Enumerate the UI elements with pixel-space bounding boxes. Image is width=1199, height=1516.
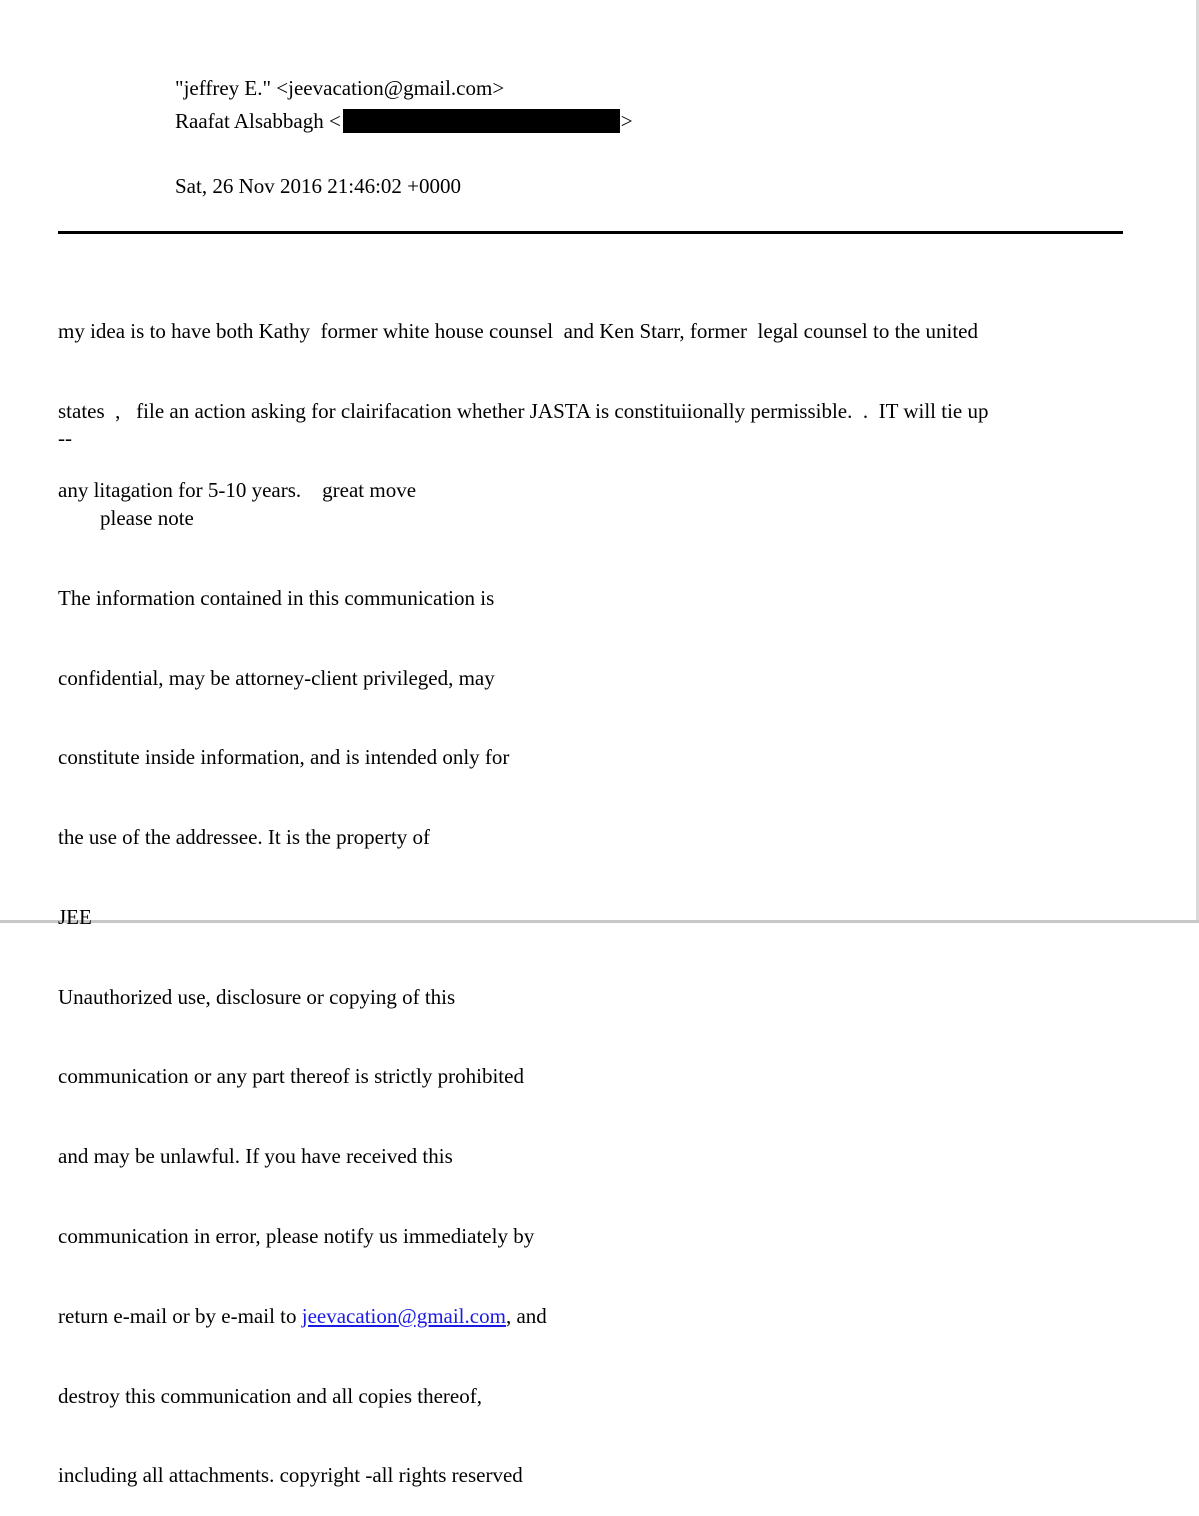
redaction-block xyxy=(343,109,620,133)
disclaimer-line: Unauthorized use, disclosure or copying of this xyxy=(58,984,456,1009)
date-value: Sat, 26 Nov 2016 21:46:02 +0000 xyxy=(175,173,462,198)
disclaimer-line: The information contained in this communication is xyxy=(58,585,495,610)
body-line: any litagation for 5-10 years. great move xyxy=(58,478,417,502)
return-line-suffix: , and xyxy=(505,1303,547,1328)
from-row xyxy=(0,72,900,105)
to-name: Raafat Alsabbagh < xyxy=(175,108,341,133)
disclaimer-line: and may be unlawful. If you have received this xyxy=(58,1144,453,1169)
disclaimer-line: communication or any part thereof is strictly prohibited xyxy=(58,1064,524,1089)
disclaimer-line: including all attachments. copyright -all rights reserved xyxy=(58,1463,523,1488)
disclaimer-return-line xyxy=(58,1303,658,1330)
signature-block xyxy=(58,372,658,1516)
disclaimer-line: JEE xyxy=(58,904,92,929)
subject-row xyxy=(0,137,900,170)
email-header xyxy=(0,72,900,202)
to-row xyxy=(0,105,900,138)
disclaimer-line: constitute inside information, and is intended only for xyxy=(58,745,510,770)
disclaimer-line: confidential, may be attorney-client privileged, may xyxy=(58,665,495,690)
disclaimer-line: communication in error, please notify us immediately by xyxy=(58,1224,535,1248)
signature-note: please note xyxy=(58,505,194,530)
to-value xyxy=(175,105,633,137)
disclaimer-line: the use of the addressee. It is the property of xyxy=(58,825,431,850)
return-line-prefix: return e-mail or by e-mail to xyxy=(58,1303,302,1328)
body-line: states , file an action asking for clairifacation whether JASTA is constituiionally permissible. . IT will tie up xyxy=(58,398,989,423)
date-row xyxy=(0,170,900,203)
disclaimer-line: destroy this communication and all copies thereof, xyxy=(58,1383,482,1408)
to-bracket: > xyxy=(620,108,633,133)
header-divider xyxy=(58,231,1123,234)
signature-separator: -- xyxy=(58,426,72,451)
from-value: "jeffrey E." <jeevacation@gmail.com> xyxy=(175,76,505,100)
body-line: my idea is to have both Kathy former white house counsel and Ken Starr, former legal counsel to the united xyxy=(58,319,978,343)
email-link[interactable]: jeevacation@gmail.com xyxy=(301,1303,506,1328)
